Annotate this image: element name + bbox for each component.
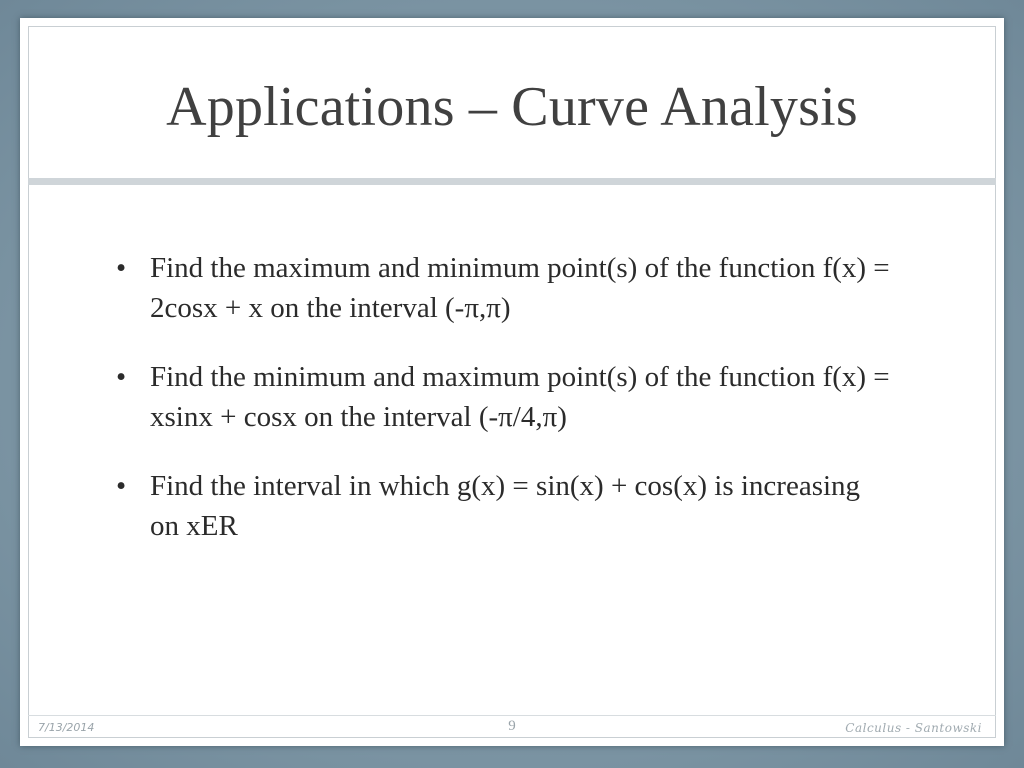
footer-date: 7/13/2014 <box>38 721 95 734</box>
title-band <box>20 18 1004 180</box>
bullet-item <box>112 466 892 546</box>
bullet-marker: • <box>116 470 127 502</box>
slide <box>20 18 1004 746</box>
title-divider <box>28 178 996 185</box>
bullet-text: Find the maximum and minimum point(s) of the function f(x) = 2cosx + x on the interval (-π,π) <box>150 252 890 324</box>
page-number: 9 <box>508 718 516 734</box>
footer-credit: Calculus - Santowski <box>845 721 982 735</box>
footer-divider <box>28 715 996 716</box>
bullet-text: Find the minimum and maximum point(s) of the function f(x) = xsinx + cosx on the interval (-π/4,π) <box>150 361 890 433</box>
bullet-marker: • <box>116 252 127 284</box>
bullet-item <box>112 357 892 437</box>
bullet-text: Find the interval in which g(x) = sin(x) + cos(x) is increasing on xER <box>150 470 861 542</box>
slide-title: Applications – Curve Analysis <box>166 76 858 138</box>
bullet-item <box>112 248 892 328</box>
bullet-marker: • <box>116 361 127 393</box>
bullet-list <box>112 248 892 575</box>
